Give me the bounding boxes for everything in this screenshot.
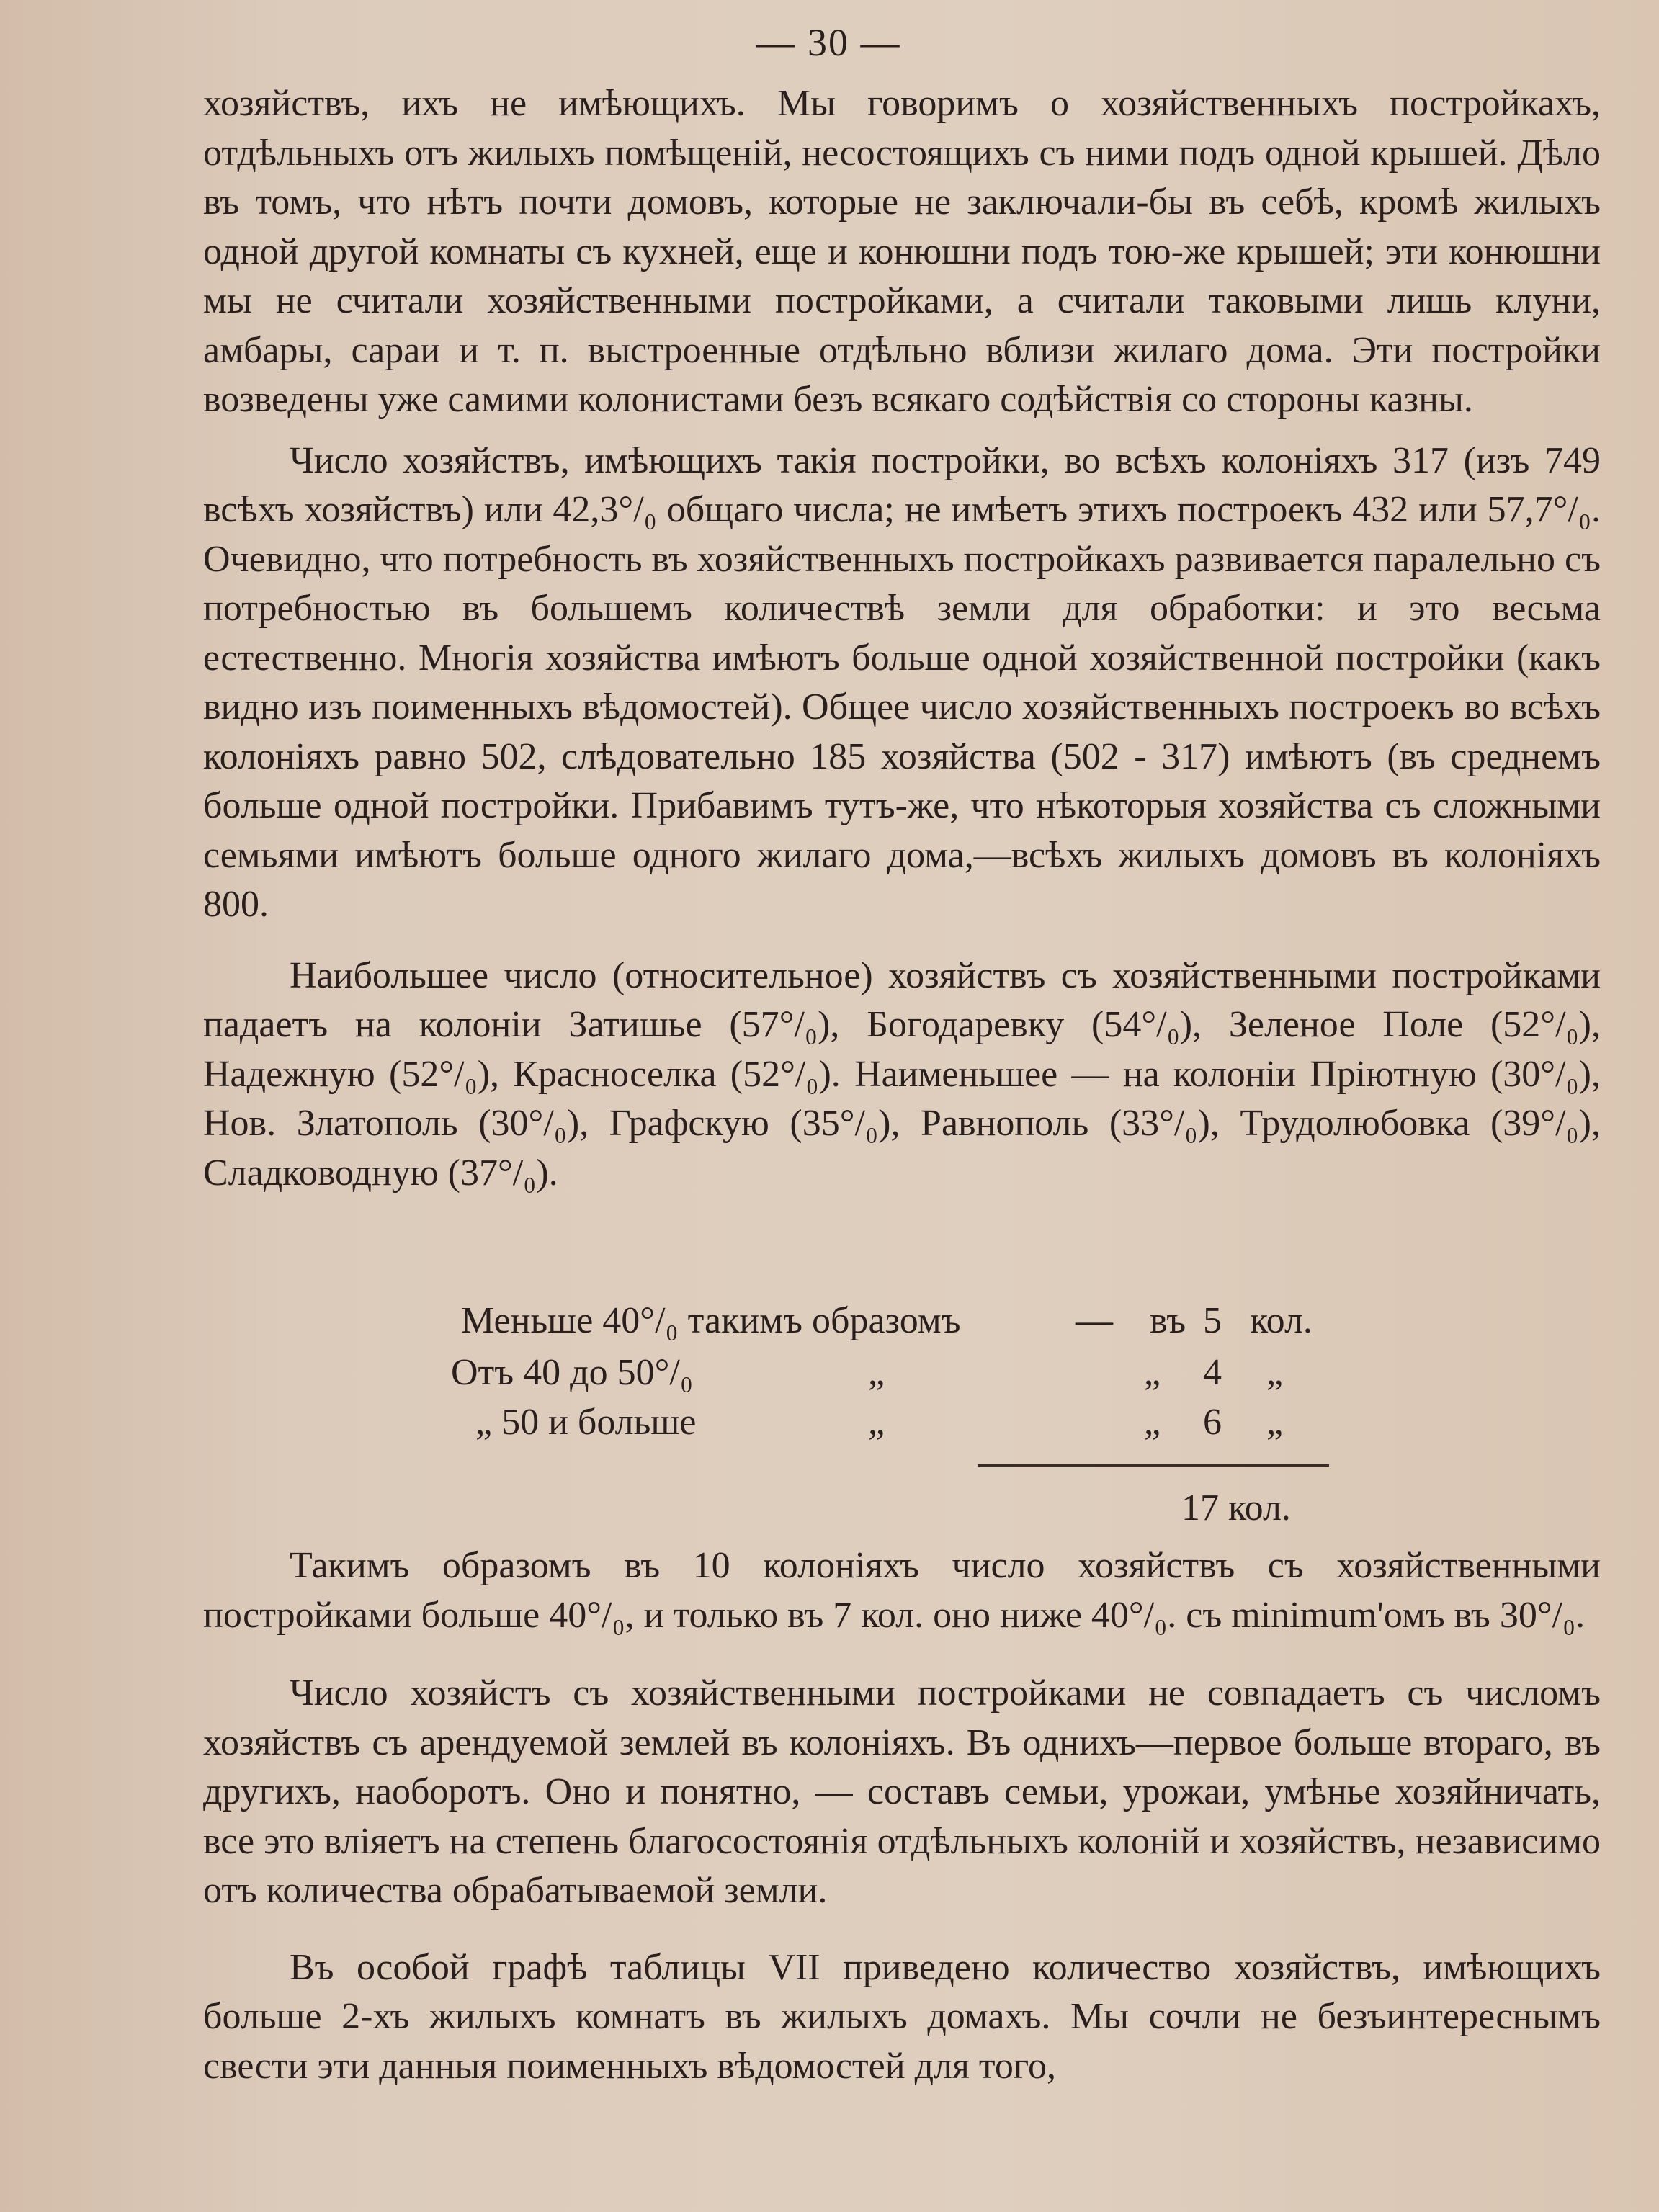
calc-row-3-prefix: „: [1144, 1402, 1161, 1443]
calc-row-1-prefix: въ: [1150, 1300, 1186, 1341]
calc-row-3-count: 6: [1203, 1402, 1222, 1443]
paragraph-3: Наибольшее число (относительное) хозяйствъ съ хозяйственными постройками падаетъ на колоніи Затишье (57°/₀), Богодаревку (54°/₀), Зеленое Поле (52°/₀), Надежную (52°/₀), Красноселка (52°/₀). Наименьшее — на колоніи Пріютную (30°/₀), Нов. Златополь (30°/₀), Графскую (35°/₀), Равнополь (33°/₀), Трудолюбовка (39°/₀), Сладководную (37°/₀).: [203, 954, 1601, 1194]
calc-row-1-count: 5: [1203, 1300, 1222, 1341]
calc-row-2-count: 4: [1203, 1352, 1222, 1393]
calc-row-3-unit: „: [1266, 1402, 1284, 1443]
calc-row-2-label: Отъ 40 до 50°/₀: [451, 1352, 693, 1393]
paragraph-1: хозяйствъ, ихъ не имѣющихъ. Мы говоримъ о хозяйственныхъ постройкахъ, отдѣльныхъ отъ жилыхъ помѣщеній, несостоящихъ съ ними подъ одной крышей. Дѣло въ томъ, что нѣтъ почти домовъ, которые не заключали-бы въ себѣ, кромѣ жилыхъ одной другой комнаты съ кухней, еще и конюшни подъ тою-же крышей; эти конюшни мы не считали хозяйственными постройками, а считали таковыми лишь клуни, амбары, сараи и т. п. выстроенные отдѣльно вблизи жилаго дома. Эти постройки возведены уже самими колонистами безъ всякаго содѣйствія со стороны казны.: [203, 83, 1601, 420]
calc-row-2-prefix: „: [1144, 1352, 1161, 1393]
calculation-space: [203, 1242, 1601, 1541]
calc-row-1-unit: кол.: [1250, 1300, 1313, 1341]
page-body: [203, 79, 1601, 2091]
calc-row-3-mark: „: [868, 1402, 885, 1443]
page-number: — 30 —: [756, 21, 901, 64]
calc-row-2-mark: „: [868, 1352, 885, 1393]
calc-row-2-unit: „: [1266, 1352, 1284, 1393]
calc-row-1-label: Меньше 40°/₀ такимъ образомъ: [461, 1300, 961, 1341]
paragraph-2: Число хозяйствъ, имѣющихъ такія постройки, во всѣхъ колоніяхъ 317 (изъ 749 всѣхъ хозяйствъ) или 42,3°/₀ общаго числа; не имѣетъ этихъ построекъ 432 или 57,7°/₀. Очевидно, что потребность въ хозяйственныхъ постройкахъ развивается паралельно съ потребностью въ большемъ количествѣ земли для обработки: и это весьма естественно. Многія хозяйства имѣютъ больше одной хозяйственной постройки (какъ видно изъ поименныхъ вѣдомостей). Общее число хозяйственныхъ построекъ во всѣхъ колоніяхъ равно 502, слѣдовательно 185 хозяйства (502 - 317) имѣютъ (въ среднемъ больше одной постройки. Прибавимъ тутъ-же, что нѣкоторыя хозяйства съ сложными семьями имѣютъ больше одного жилаго дома,—всѣхъ жилыхъ домовъ въ колоніяхъ 800.: [203, 439, 1601, 925]
paragraph-4: Такимъ образомъ въ 10 колоніяхъ число хозяйствъ съ хозяйственными постройками больше 40°/₀, и только въ 7 кол. оно ниже 40°/₀. съ minimum'омъ въ 30°/₀.: [203, 1545, 1601, 1636]
calc-total: 17 кол.: [1181, 1487, 1291, 1528]
calc-row-1-mark: —: [1076, 1300, 1113, 1341]
calc-row-3-label: „ 50 и больше: [475, 1402, 697, 1443]
paragraph-5: Число хозяйстъ съ хозяйственными постройками не совпадаетъ съ числомъ хозяйствъ съ арендуемой землей въ колоніяхъ. Въ однихъ—первое больше втораго, въ другихъ, наоборотъ. Оно и понятно, — составъ семьи, урожаи, умѣнье хозяйничать, все это вліяетъ на степень благосостоянія отдѣльныхъ колоній и хозяйствъ, независимо отъ количества обрабатываемой земли.: [203, 1673, 1601, 1911]
paragraph-6: Въ особой графѣ таблицы VII приведено количество хозяйствъ, имѣющихъ больше 2-хъ жилыхъ комнатъ въ жилыхъ домахъ. Мы сочли не безъинтереснымъ свести эти данныя поименныхъ вѣдомостей для того,: [203, 1946, 1601, 2087]
